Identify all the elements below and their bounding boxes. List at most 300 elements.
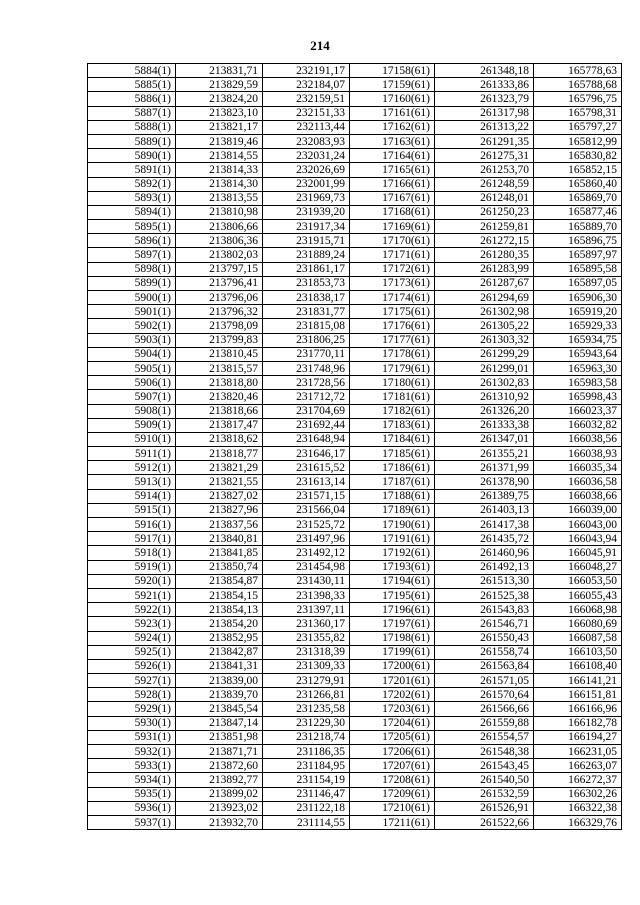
x-coordinate-cell: 213796,41 <box>176 276 263 290</box>
table-row <box>88 120 622 134</box>
x-coordinate-cell: 213821,17 <box>176 120 263 134</box>
y-coordinate-cell: 165852,15 <box>534 163 622 177</box>
point-id-cell: 17205(61) <box>350 730 435 744</box>
point-id-cell: 17195(61) <box>350 588 435 602</box>
point-id-cell: 5930(1) <box>88 716 176 730</box>
x-coordinate-cell: 261371,99 <box>435 461 534 475</box>
point-id-cell: 5887(1) <box>88 106 176 120</box>
point-id-cell: 5908(1) <box>88 404 176 418</box>
point-id-cell: 5922(1) <box>88 603 176 617</box>
table-row <box>88 787 622 801</box>
point-id-cell: 5914(1) <box>88 489 176 503</box>
table-row <box>88 702 622 716</box>
y-coordinate-cell: 231525,72 <box>263 518 350 532</box>
x-coordinate-cell: 213854,87 <box>176 574 263 588</box>
x-coordinate-cell: 213852,95 <box>176 631 263 645</box>
x-coordinate-cell: 261283,99 <box>435 262 534 276</box>
x-coordinate-cell: 213840,81 <box>176 532 263 546</box>
y-coordinate-cell: 166038,66 <box>534 489 622 503</box>
x-coordinate-cell: 261280,35 <box>435 248 534 262</box>
point-id-cell: 5931(1) <box>88 730 176 744</box>
x-coordinate-cell: 213839,70 <box>176 688 263 702</box>
x-coordinate-cell: 213802,03 <box>176 248 263 262</box>
x-coordinate-cell: 213797,15 <box>176 262 263 276</box>
point-id-cell: 5904(1) <box>88 347 176 361</box>
x-coordinate-cell: 261403,13 <box>435 503 534 517</box>
point-id-cell: 17189(61) <box>350 503 435 517</box>
y-coordinate-cell: 231915,71 <box>263 234 350 248</box>
point-id-cell: 17206(61) <box>350 745 435 759</box>
y-coordinate-cell: 166272,37 <box>534 773 622 787</box>
point-id-cell: 17159(61) <box>350 78 435 92</box>
y-coordinate-cell: 231917,34 <box>263 220 350 234</box>
point-id-cell: 17197(61) <box>350 617 435 631</box>
point-id-cell: 5889(1) <box>88 134 176 148</box>
y-coordinate-cell: 166032,82 <box>534 418 622 432</box>
table-row <box>88 305 622 319</box>
y-coordinate-cell: 166043,00 <box>534 518 622 532</box>
y-coordinate-cell: 232113,44 <box>263 120 350 134</box>
point-id-cell: 17163(61) <box>350 134 435 148</box>
y-coordinate-cell: 165983,58 <box>534 376 622 390</box>
y-coordinate-cell: 231692,44 <box>263 418 350 432</box>
table-row <box>88 191 622 205</box>
table-row <box>88 205 622 219</box>
y-coordinate-cell: 166038,93 <box>534 447 622 461</box>
table-row <box>88 333 622 347</box>
y-coordinate-cell: 165897,97 <box>534 248 622 262</box>
y-coordinate-cell: 231430,11 <box>263 574 350 588</box>
y-coordinate-cell: 231397,11 <box>263 603 350 617</box>
point-id-cell: 17193(61) <box>350 560 435 574</box>
point-id-cell: 17210(61) <box>350 801 435 815</box>
table-row <box>88 489 622 503</box>
x-coordinate-cell: 213796,06 <box>176 291 263 305</box>
x-coordinate-cell: 213845,54 <box>176 702 263 716</box>
x-coordinate-cell: 261543,83 <box>435 603 534 617</box>
table-row <box>88 475 622 489</box>
point-id-cell: 17191(61) <box>350 532 435 546</box>
y-coordinate-cell: 231615,52 <box>263 461 350 475</box>
y-coordinate-cell: 231646,17 <box>263 447 350 461</box>
y-coordinate-cell: 231146,47 <box>263 787 350 801</box>
y-coordinate-cell: 232031,24 <box>263 149 350 163</box>
y-coordinate-cell: 231571,15 <box>263 489 350 503</box>
y-coordinate-cell: 166302,26 <box>534 787 622 801</box>
point-id-cell: 17170(61) <box>350 234 435 248</box>
y-coordinate-cell: 165797,27 <box>534 120 622 134</box>
y-coordinate-cell: 166151,81 <box>534 688 622 702</box>
x-coordinate-cell: 213827,02 <box>176 489 263 503</box>
x-coordinate-cell: 261310,92 <box>435 390 534 404</box>
point-id-cell: 17158(61) <box>350 64 435 78</box>
y-coordinate-cell: 166048,27 <box>534 560 622 574</box>
point-id-cell: 17201(61) <box>350 674 435 688</box>
point-id-cell: 17196(61) <box>350 603 435 617</box>
table-row <box>88 518 622 532</box>
x-coordinate-cell: 261558,74 <box>435 645 534 659</box>
y-coordinate-cell: 231704,69 <box>263 404 350 418</box>
page-number: 214 <box>310 38 330 53</box>
table-row <box>88 603 622 617</box>
point-id-cell: 17182(61) <box>350 404 435 418</box>
y-coordinate-cell: 232191,17 <box>263 64 350 78</box>
y-coordinate-cell: 231114,55 <box>263 815 350 829</box>
x-coordinate-cell: 213814,55 <box>176 149 263 163</box>
y-coordinate-cell: 165943,64 <box>534 347 622 361</box>
point-id-cell: 17203(61) <box>350 702 435 716</box>
point-id-cell: 5898(1) <box>88 262 176 276</box>
table-row <box>88 347 622 361</box>
point-id-cell: 17178(61) <box>350 347 435 361</box>
y-coordinate-cell: 166038,56 <box>534 432 622 446</box>
point-id-cell: 5890(1) <box>88 149 176 163</box>
x-coordinate-cell: 213841,31 <box>176 659 263 673</box>
point-id-cell: 17184(61) <box>350 432 435 446</box>
x-coordinate-cell: 213892,77 <box>176 773 263 787</box>
y-coordinate-cell: 231853,73 <box>263 276 350 290</box>
y-coordinate-cell: 165830,82 <box>534 149 622 163</box>
point-id-cell: 17166(61) <box>350 177 435 191</box>
x-coordinate-cell: 213814,33 <box>176 163 263 177</box>
x-coordinate-cell: 261378,90 <box>435 475 534 489</box>
point-id-cell: 5911(1) <box>88 447 176 461</box>
x-coordinate-cell: 213842,87 <box>176 645 263 659</box>
table-row <box>88 361 622 375</box>
y-coordinate-cell: 232151,33 <box>263 106 350 120</box>
point-id-cell: 17167(61) <box>350 191 435 205</box>
point-id-cell: 5921(1) <box>88 588 176 602</box>
x-coordinate-cell: 213820,46 <box>176 390 263 404</box>
x-coordinate-cell: 261259,81 <box>435 220 534 234</box>
point-id-cell: 17169(61) <box>350 220 435 234</box>
y-coordinate-cell: 231889,24 <box>263 248 350 262</box>
point-id-cell: 5933(1) <box>88 759 176 773</box>
point-id-cell: 5909(1) <box>88 418 176 432</box>
x-coordinate-cell: 213806,36 <box>176 234 263 248</box>
point-id-cell: 5920(1) <box>88 574 176 588</box>
y-coordinate-cell: 231969,73 <box>263 191 350 205</box>
table-row <box>88 659 622 673</box>
x-coordinate-cell: 213854,13 <box>176 603 263 617</box>
table-row <box>88 716 622 730</box>
point-id-cell: 5924(1) <box>88 631 176 645</box>
y-coordinate-cell: 165788,68 <box>534 78 622 92</box>
x-coordinate-cell: 213815,57 <box>176 361 263 375</box>
table-row <box>88 149 622 163</box>
table-row <box>88 574 622 588</box>
table-row <box>88 432 622 446</box>
table-row <box>88 92 622 106</box>
point-id-cell: 5903(1) <box>88 333 176 347</box>
table-row <box>88 262 622 276</box>
y-coordinate-cell: 231566,04 <box>263 503 350 517</box>
x-coordinate-cell: 213817,47 <box>176 418 263 432</box>
point-id-cell: 5915(1) <box>88 503 176 517</box>
point-id-cell: 5926(1) <box>88 659 176 673</box>
x-coordinate-cell: 213810,45 <box>176 347 263 361</box>
y-coordinate-cell: 166329,76 <box>534 815 622 829</box>
point-id-cell: 5936(1) <box>88 801 176 815</box>
point-id-cell: 17176(61) <box>350 319 435 333</box>
y-coordinate-cell: 165869,70 <box>534 191 622 205</box>
x-coordinate-cell: 261294,69 <box>435 291 534 305</box>
x-coordinate-cell: 261326,20 <box>435 404 534 418</box>
point-id-cell: 17186(61) <box>350 461 435 475</box>
x-coordinate-cell: 213823,10 <box>176 106 263 120</box>
x-coordinate-cell: 213821,29 <box>176 461 263 475</box>
y-coordinate-cell: 166080,69 <box>534 617 622 631</box>
point-id-cell: 5897(1) <box>88 248 176 262</box>
point-id-cell: 5925(1) <box>88 645 176 659</box>
y-coordinate-cell: 231497,96 <box>263 532 350 546</box>
x-coordinate-cell: 261566,66 <box>435 702 534 716</box>
y-coordinate-cell: 166087,58 <box>534 631 622 645</box>
table-row <box>88 234 622 248</box>
x-coordinate-cell: 261570,64 <box>435 688 534 702</box>
x-coordinate-cell: 213796,32 <box>176 305 263 319</box>
table-body <box>88 64 622 830</box>
x-coordinate-cell: 261355,21 <box>435 447 534 461</box>
table-row <box>88 276 622 290</box>
x-coordinate-cell: 213799,83 <box>176 333 263 347</box>
y-coordinate-cell: 166055,43 <box>534 588 622 602</box>
point-id-cell: 5888(1) <box>88 120 176 134</box>
table-row <box>88 815 622 829</box>
x-coordinate-cell: 261323,79 <box>435 92 534 106</box>
x-coordinate-cell: 261303,32 <box>435 333 534 347</box>
table-row <box>88 745 622 759</box>
x-coordinate-cell: 213841,85 <box>176 546 263 560</box>
table-row <box>88 631 622 645</box>
x-coordinate-cell: 213871,71 <box>176 745 263 759</box>
point-id-cell: 5910(1) <box>88 432 176 446</box>
y-coordinate-cell: 166053,50 <box>534 574 622 588</box>
y-coordinate-cell: 166023,37 <box>534 404 622 418</box>
x-coordinate-cell: 261275,31 <box>435 149 534 163</box>
point-id-cell: 17194(61) <box>350 574 435 588</box>
point-id-cell: 17165(61) <box>350 163 435 177</box>
y-coordinate-cell: 165897,05 <box>534 276 622 290</box>
point-id-cell: 5905(1) <box>88 361 176 375</box>
point-id-cell: 5902(1) <box>88 319 176 333</box>
table-row <box>88 759 622 773</box>
x-coordinate-cell: 261313,22 <box>435 120 534 134</box>
point-id-cell: 17175(61) <box>350 305 435 319</box>
x-coordinate-cell: 261563,84 <box>435 659 534 673</box>
point-id-cell: 5907(1) <box>88 390 176 404</box>
y-coordinate-cell: 231154,19 <box>263 773 350 787</box>
table-row <box>88 106 622 120</box>
point-id-cell: 17171(61) <box>350 248 435 262</box>
y-coordinate-cell: 165906,30 <box>534 291 622 305</box>
y-coordinate-cell: 231318,39 <box>263 645 350 659</box>
y-coordinate-cell: 166036,58 <box>534 475 622 489</box>
x-coordinate-cell: 213829,59 <box>176 78 263 92</box>
point-id-cell: 17209(61) <box>350 787 435 801</box>
point-id-cell: 17211(61) <box>350 815 435 829</box>
x-coordinate-cell: 261435,72 <box>435 532 534 546</box>
table-row <box>88 674 622 688</box>
x-coordinate-cell: 261417,38 <box>435 518 534 532</box>
x-coordinate-cell: 213810,98 <box>176 205 263 219</box>
y-coordinate-cell: 231122,18 <box>263 801 350 815</box>
x-coordinate-cell: 213839,00 <box>176 674 263 688</box>
x-coordinate-cell: 261302,83 <box>435 376 534 390</box>
y-coordinate-cell: 231360,17 <box>263 617 350 631</box>
table-row <box>88 319 622 333</box>
x-coordinate-cell: 261550,43 <box>435 631 534 645</box>
table-row <box>88 404 622 418</box>
x-coordinate-cell: 261333,38 <box>435 418 534 432</box>
x-coordinate-cell: 213819,46 <box>176 134 263 148</box>
x-coordinate-cell: 261272,15 <box>435 234 534 248</box>
x-coordinate-cell: 213813,55 <box>176 191 263 205</box>
y-coordinate-cell: 231218,74 <box>263 730 350 744</box>
y-coordinate-cell: 165998,43 <box>534 390 622 404</box>
x-coordinate-cell: 261305,22 <box>435 319 534 333</box>
point-id-cell: 17162(61) <box>350 120 435 134</box>
x-coordinate-cell: 261543,45 <box>435 759 534 773</box>
x-coordinate-cell: 213827,96 <box>176 503 263 517</box>
point-id-cell: 17207(61) <box>350 759 435 773</box>
y-coordinate-cell: 166035,34 <box>534 461 622 475</box>
table-row <box>88 532 622 546</box>
y-coordinate-cell: 231939,20 <box>263 205 350 219</box>
point-id-cell: 17198(61) <box>350 631 435 645</box>
y-coordinate-cell: 165929,33 <box>534 319 622 333</box>
point-id-cell: 5913(1) <box>88 475 176 489</box>
table-row <box>88 730 622 744</box>
x-coordinate-cell: 261389,75 <box>435 489 534 503</box>
y-coordinate-cell: 231770,11 <box>263 347 350 361</box>
point-id-cell: 5894(1) <box>88 205 176 219</box>
y-coordinate-cell: 232026,69 <box>263 163 350 177</box>
table-row <box>88 546 622 560</box>
table-row <box>88 503 622 517</box>
y-coordinate-cell: 166108,40 <box>534 659 622 673</box>
y-coordinate-cell: 165798,31 <box>534 106 622 120</box>
point-id-cell: 5919(1) <box>88 560 176 574</box>
coordinates-table <box>87 63 622 830</box>
table-row <box>88 376 622 390</box>
y-coordinate-cell: 231492,12 <box>263 546 350 560</box>
x-coordinate-cell: 261248,59 <box>435 177 534 191</box>
y-coordinate-cell: 166194,27 <box>534 730 622 744</box>
y-coordinate-cell: 166322,38 <box>534 801 622 815</box>
point-id-cell: 17160(61) <box>350 92 435 106</box>
point-id-cell: 5917(1) <box>88 532 176 546</box>
y-coordinate-cell: 231815,08 <box>263 319 350 333</box>
y-coordinate-cell: 165877,46 <box>534 205 622 219</box>
y-coordinate-cell: 231309,33 <box>263 659 350 673</box>
x-coordinate-cell: 261291,35 <box>435 134 534 148</box>
table-row <box>88 134 622 148</box>
x-coordinate-cell: 213818,62 <box>176 432 263 446</box>
point-id-cell: 17188(61) <box>350 489 435 503</box>
point-id-cell: 17190(61) <box>350 518 435 532</box>
x-coordinate-cell: 213806,66 <box>176 220 263 234</box>
table-row <box>88 220 622 234</box>
point-id-cell: 17200(61) <box>350 659 435 673</box>
point-id-cell: 5901(1) <box>88 305 176 319</box>
point-id-cell: 17202(61) <box>350 688 435 702</box>
point-id-cell: 17172(61) <box>350 262 435 276</box>
x-coordinate-cell: 261347,01 <box>435 432 534 446</box>
x-coordinate-cell: 261548,38 <box>435 745 534 759</box>
y-coordinate-cell: 165934,75 <box>534 333 622 347</box>
x-coordinate-cell: 213814,30 <box>176 177 263 191</box>
y-coordinate-cell: 231613,14 <box>263 475 350 489</box>
x-coordinate-cell: 261299,01 <box>435 361 534 375</box>
x-coordinate-cell: 261526,91 <box>435 801 534 815</box>
x-coordinate-cell: 261317,98 <box>435 106 534 120</box>
point-id-cell: 5900(1) <box>88 291 176 305</box>
point-id-cell: 17161(61) <box>350 106 435 120</box>
x-coordinate-cell: 261333,86 <box>435 78 534 92</box>
y-coordinate-cell: 166263,07 <box>534 759 622 773</box>
point-id-cell: 5929(1) <box>88 702 176 716</box>
y-coordinate-cell: 165812,99 <box>534 134 622 148</box>
point-id-cell: 17168(61) <box>350 205 435 219</box>
table-row <box>88 177 622 191</box>
x-coordinate-cell: 261571,05 <box>435 674 534 688</box>
x-coordinate-cell: 261554,57 <box>435 730 534 744</box>
point-id-cell: 5918(1) <box>88 546 176 560</box>
y-coordinate-cell: 166103,50 <box>534 645 622 659</box>
x-coordinate-cell: 213798,09 <box>176 319 263 333</box>
y-coordinate-cell: 231648,94 <box>263 432 350 446</box>
point-id-cell: 5928(1) <box>88 688 176 702</box>
x-coordinate-cell: 261248,01 <box>435 191 534 205</box>
y-coordinate-cell: 165919,20 <box>534 305 622 319</box>
x-coordinate-cell: 261525,38 <box>435 588 534 602</box>
x-coordinate-cell: 261253,70 <box>435 163 534 177</box>
y-coordinate-cell: 232083,93 <box>263 134 350 148</box>
x-coordinate-cell: 261348,18 <box>435 64 534 78</box>
point-id-cell: 5893(1) <box>88 191 176 205</box>
y-coordinate-cell: 231831,77 <box>263 305 350 319</box>
y-coordinate-cell: 166043,94 <box>534 532 622 546</box>
table-row <box>88 560 622 574</box>
point-id-cell: 5892(1) <box>88 177 176 191</box>
x-coordinate-cell: 213818,80 <box>176 376 263 390</box>
point-id-cell: 17208(61) <box>350 773 435 787</box>
table-row <box>88 248 622 262</box>
point-id-cell: 17183(61) <box>350 418 435 432</box>
point-id-cell: 17204(61) <box>350 716 435 730</box>
x-coordinate-cell: 213932,70 <box>176 815 263 829</box>
x-coordinate-cell: 213821,55 <box>176 475 263 489</box>
x-coordinate-cell: 213854,15 <box>176 588 263 602</box>
y-coordinate-cell: 231806,25 <box>263 333 350 347</box>
y-coordinate-cell: 231229,30 <box>263 716 350 730</box>
y-coordinate-cell: 231279,91 <box>263 674 350 688</box>
table-row <box>88 773 622 787</box>
y-coordinate-cell: 165889,70 <box>534 220 622 234</box>
y-coordinate-cell: 166182,78 <box>534 716 622 730</box>
x-coordinate-cell: 213854,20 <box>176 617 263 631</box>
x-coordinate-cell: 261299,29 <box>435 347 534 361</box>
point-id-cell: 5906(1) <box>88 376 176 390</box>
point-id-cell: 5935(1) <box>88 787 176 801</box>
y-coordinate-cell: 231235,58 <box>263 702 350 716</box>
y-coordinate-cell: 165896,75 <box>534 234 622 248</box>
point-id-cell: 17173(61) <box>350 276 435 290</box>
point-id-cell: 17180(61) <box>350 376 435 390</box>
y-coordinate-cell: 231398,33 <box>263 588 350 602</box>
point-id-cell: 17181(61) <box>350 390 435 404</box>
